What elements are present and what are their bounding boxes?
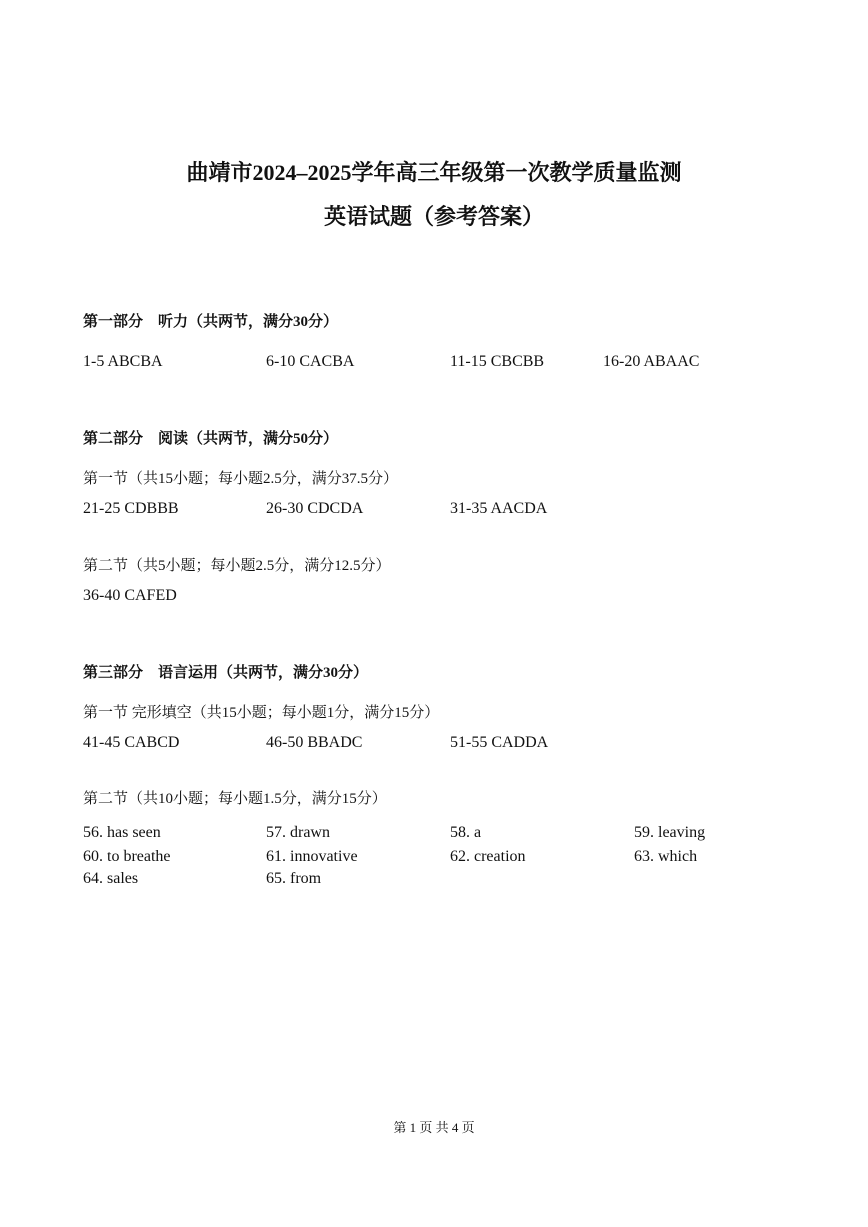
answer-group: 26-30 CDCDA — [266, 500, 364, 517]
part3-section2-answer-row — [0, 847, 868, 867]
answer-group: 41-45 CABCD — [83, 734, 180, 751]
answer-item: 65. from — [266, 870, 322, 887]
answer-group: 46-50 BBADC — [266, 734, 363, 751]
answer-group: 16-20 ABAAC — [603, 353, 700, 370]
answer-item: 58. a — [450, 824, 482, 841]
document-title: 曲靖市2024–2025学年高三年级第一次教学质量监测 — [186, 160, 682, 185]
answer-group: 6-10 CACBA — [266, 353, 355, 370]
part2-section2-label: 第二节（共5小题；每小题2.5分，满分12.5分） — [83, 558, 391, 574]
part3-section2-answer-row — [0, 869, 868, 889]
answer-item: 63. which — [634, 848, 698, 865]
answer-item: 62. creation — [450, 848, 526, 865]
answer-group: 36-40 CAFED — [83, 587, 177, 604]
part3-section1-answer-row — [0, 733, 868, 753]
answer-item: 56. has seen — [83, 824, 161, 841]
document-subtitle: 英语试题（参考答案） — [323, 204, 544, 229]
answer-group: 51-55 CADDA — [450, 734, 549, 751]
answer-item: 60. to breathe — [83, 848, 171, 865]
answer-item: 61. innovative — [266, 848, 358, 865]
answer-group: 21-25 CDBBB — [83, 500, 179, 517]
answer-item: 59. leaving — [634, 824, 706, 841]
part3-heading: 第三部分 语言运用（共两节，满分30分） — [83, 665, 369, 681]
part2-section2-answer-row — [0, 586, 868, 606]
part2-heading: 第二部分 阅读（共两节，满分50分） — [83, 431, 339, 447]
part1-heading: 第一部分 听力（共两节，满分30分） — [83, 314, 339, 330]
part2-section1-answer-row — [0, 499, 868, 519]
answer-item: 64. sales — [83, 870, 139, 887]
answer-group: 31-35 AACDA — [450, 500, 548, 517]
page-number: 第 1 页 共 4 页 — [393, 1120, 475, 1135]
answer-item: 57. drawn — [266, 824, 330, 841]
answer-group: 11-15 CBCBB — [450, 353, 545, 370]
part2-section1-label: 第一节（共15小题；每小题2.5分，满分37.5分） — [83, 471, 399, 487]
part3-section1-label: 第一节 完形填空（共15小题；每小题1分，满分15分） — [83, 705, 440, 721]
part1-answer-row — [0, 352, 868, 372]
part3-section2-label: 第二节（共10小题；每小题1.5分，满分15分） — [83, 791, 387, 807]
part3-section2-answer-row — [0, 823, 868, 843]
answer-group: 1-5 ABCBA — [83, 353, 163, 370]
